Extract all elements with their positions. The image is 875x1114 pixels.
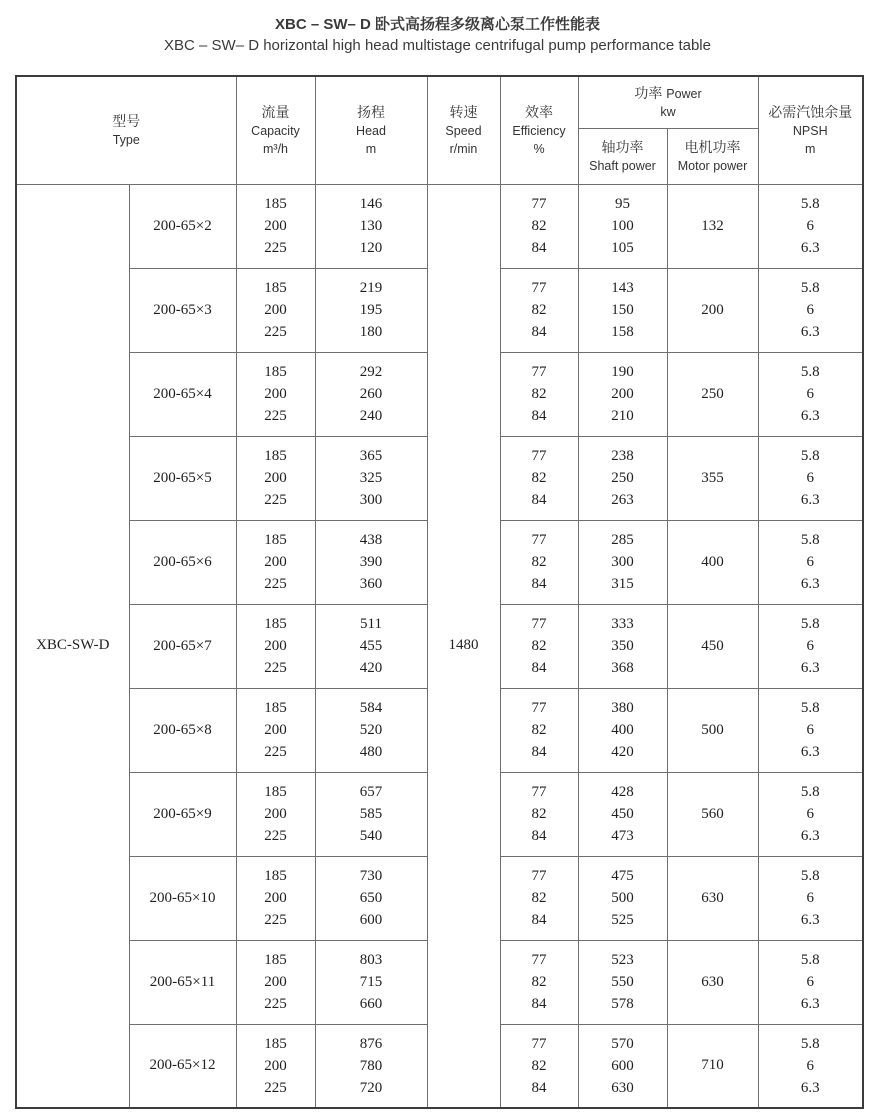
capacity-cell-value: 225 xyxy=(264,576,287,592)
header-shaft-power-cn: 轴功率 xyxy=(601,138,644,155)
head-cell-value: 260 xyxy=(359,386,383,402)
shaft-power-cell-value: 380 xyxy=(611,700,634,716)
efficiency-cell-value: 82 xyxy=(531,218,547,234)
motor-power-cell: 132 xyxy=(667,184,758,268)
model-cell: 200-65×10 xyxy=(129,856,236,940)
head-cell-value: 600 xyxy=(359,912,383,928)
npsh-cell-value: 5.8 xyxy=(800,196,820,212)
head-cell-value: 540 xyxy=(359,828,383,844)
head-cell-value: 876 xyxy=(359,1035,383,1052)
efficiency-cell xyxy=(500,688,578,772)
shaft-power-cell-value: 570 xyxy=(611,1035,634,1052)
efficiency-cell-value: 84 xyxy=(531,240,547,256)
capacity-cell-value: 200 xyxy=(264,1057,287,1074)
model-cell: 200-65×2 xyxy=(129,184,236,268)
shaft-power-cell xyxy=(578,604,667,688)
npsh-cell-value: 6 xyxy=(806,302,815,318)
head-cell-value: 780 xyxy=(359,1057,383,1074)
efficiency-cell-value: 82 xyxy=(531,470,547,486)
shaft-power-cell-value: 475 xyxy=(611,868,634,884)
header-model-en: Type xyxy=(112,132,140,147)
efficiency-cell xyxy=(500,1024,578,1108)
efficiency-cell xyxy=(500,772,578,856)
shaft-power-cell-value: 428 xyxy=(611,784,634,800)
capacity-cell-value: 200 xyxy=(264,554,287,570)
npsh-cell-value: 5.8 xyxy=(800,364,820,380)
capacity-cell-value: 200 xyxy=(264,722,287,738)
head-cell-value: 650 xyxy=(359,890,383,906)
npsh-cell-value: 6 xyxy=(806,890,815,906)
table-body xyxy=(16,184,863,1108)
header-model xyxy=(16,76,236,184)
shaft-power-cell-value: 368 xyxy=(611,660,634,676)
motor-power-cell: 450 xyxy=(667,604,758,688)
shaft-power-cell-value: 150 xyxy=(611,302,634,318)
npsh-cell xyxy=(758,604,863,688)
header-power xyxy=(578,76,758,128)
head-cell-value: 240 xyxy=(359,408,383,424)
head-cell-value: 511 xyxy=(360,616,382,632)
efficiency-cell-value: 84 xyxy=(531,576,547,592)
capacity-cell-value: 200 xyxy=(264,302,287,318)
capacity-cell xyxy=(236,604,315,688)
head-cell xyxy=(315,436,427,520)
npsh-cell xyxy=(758,268,863,352)
capacity-cell xyxy=(236,520,315,604)
capacity-cell-value: 200 xyxy=(264,806,287,822)
efficiency-cell xyxy=(500,856,578,940)
capacity-cell-value: 225 xyxy=(264,1079,287,1096)
efficiency-cell-value: 84 xyxy=(531,324,547,340)
efficiency-cell xyxy=(500,940,578,1024)
capacity-cell-value: 225 xyxy=(264,996,287,1012)
motor-power-cell: 560 xyxy=(667,772,758,856)
capacity-cell-value: 200 xyxy=(264,890,287,906)
npsh-cell-value: 6.3 xyxy=(800,576,820,592)
shaft-power-cell-value: 143 xyxy=(611,280,634,296)
head-cell-value: 480 xyxy=(359,744,383,760)
header-motor-power-cn: 电机功率 xyxy=(684,138,741,155)
efficiency-cell-value: 84 xyxy=(531,660,547,676)
head-cell-value: 180 xyxy=(359,324,383,340)
capacity-cell-value: 185 xyxy=(264,196,287,212)
speed-cell: 1480 xyxy=(427,184,500,1108)
capacity-cell xyxy=(236,184,315,268)
header-shaft-power xyxy=(578,128,667,184)
npsh-cell xyxy=(758,688,863,772)
head-cell xyxy=(315,856,427,940)
efficiency-cell-value: 82 xyxy=(531,722,547,738)
model-cell: 200-65×11 xyxy=(129,940,236,1024)
capacity-cell-value: 225 xyxy=(264,828,287,844)
header-efficiency xyxy=(500,76,578,184)
model-cell: 200-65×5 xyxy=(129,436,236,520)
header-npsh-cn: 必需汽蚀余量 xyxy=(768,103,853,120)
efficiency-cell xyxy=(500,268,578,352)
shaft-power-cell xyxy=(578,772,667,856)
efficiency-cell-value: 77 xyxy=(531,196,547,212)
head-cell-value: 438 xyxy=(359,532,383,548)
header-head-cn: 扬程 xyxy=(357,103,385,120)
header-motor-power-en: Motor power xyxy=(677,158,748,173)
head-cell xyxy=(315,688,427,772)
header-motor-power xyxy=(667,128,758,184)
header-speed-cn: 转速 xyxy=(449,103,478,120)
efficiency-cell-value: 82 xyxy=(531,302,547,318)
capacity-cell-value: 185 xyxy=(264,616,287,632)
efficiency-cell xyxy=(500,184,578,268)
head-cell-value: 660 xyxy=(359,996,383,1012)
capacity-cell-value: 185 xyxy=(264,1035,287,1052)
capacity-cell xyxy=(236,856,315,940)
efficiency-cell xyxy=(500,436,578,520)
performance-table xyxy=(15,75,864,1109)
head-cell-value: 146 xyxy=(359,196,383,212)
head-cell-value: 455 xyxy=(359,638,383,654)
model-cell: 200-65×6 xyxy=(129,520,236,604)
efficiency-cell xyxy=(500,520,578,604)
motor-power-cell: 630 xyxy=(667,940,758,1024)
npsh-cell xyxy=(758,856,863,940)
head-cell-value: 803 xyxy=(359,952,383,968)
model-cell: 200-65×3 xyxy=(129,268,236,352)
npsh-cell-value: 5.8 xyxy=(800,532,820,548)
shaft-power-cell xyxy=(578,856,667,940)
series-model-cell: XBC-SW-D xyxy=(16,184,129,1108)
capacity-cell-value: 225 xyxy=(264,240,287,256)
header-power-en: Power xyxy=(666,86,702,101)
motor-power-cell: 355 xyxy=(667,436,758,520)
shaft-power-cell-value: 300 xyxy=(611,554,634,570)
header-npsh xyxy=(758,76,863,184)
page-title-block xyxy=(0,0,875,56)
motor-power-cell: 400 xyxy=(667,520,758,604)
efficiency-cell-value: 84 xyxy=(531,828,547,844)
npsh-cell-value: 5.8 xyxy=(800,448,820,464)
motor-power-cell: 200 xyxy=(667,268,758,352)
model-cell: 200-65×9 xyxy=(129,772,236,856)
efficiency-cell-value: 84 xyxy=(531,492,547,508)
efficiency-cell-value: 77 xyxy=(531,616,547,632)
capacity-cell-value: 185 xyxy=(264,280,287,296)
npsh-cell xyxy=(758,940,863,1024)
npsh-cell-value: 6.3 xyxy=(800,912,820,928)
head-cell-value: 365 xyxy=(359,448,383,464)
shaft-power-cell-value: 250 xyxy=(611,470,634,486)
npsh-cell-value: 5.8 xyxy=(800,784,820,800)
efficiency-cell-value: 82 xyxy=(531,1057,547,1074)
npsh-cell-value: 6.3 xyxy=(800,1079,820,1096)
capacity-cell-value: 225 xyxy=(264,744,287,760)
capacity-cell xyxy=(236,436,315,520)
capacity-cell-value: 185 xyxy=(264,784,287,800)
header-npsh-unit: m xyxy=(805,141,816,156)
shaft-power-cell-value: 315 xyxy=(611,576,634,592)
shaft-power-cell-value: 263 xyxy=(611,492,634,508)
efficiency-cell-value: 82 xyxy=(531,974,547,990)
capacity-cell-value: 185 xyxy=(264,532,287,548)
efficiency-cell-value: 84 xyxy=(531,1079,547,1096)
efficiency-cell-value: 77 xyxy=(531,1035,547,1052)
npsh-cell-value: 6 xyxy=(806,218,815,234)
head-cell xyxy=(315,940,427,1024)
head-cell-value: 325 xyxy=(359,470,383,486)
header-shaft-power-en: Shaft power xyxy=(589,158,656,173)
header-efficiency-en: Efficiency xyxy=(512,123,566,138)
shaft-power-cell xyxy=(578,688,667,772)
header-capacity xyxy=(236,76,315,184)
header-head xyxy=(315,76,427,184)
head-cell xyxy=(315,604,427,688)
header-npsh-en: NPSH xyxy=(792,123,828,138)
npsh-cell-value: 6 xyxy=(806,554,815,570)
npsh-cell-value: 5.8 xyxy=(800,868,820,884)
capacity-cell-value: 185 xyxy=(264,700,287,716)
header-efficiency-unit: % xyxy=(533,141,545,156)
shaft-power-cell-value: 600 xyxy=(611,1057,634,1074)
shaft-power-cell-value: 550 xyxy=(611,974,634,990)
capacity-cell-value: 200 xyxy=(264,638,287,654)
model-cell: 200-65×4 xyxy=(129,352,236,436)
capacity-cell xyxy=(236,688,315,772)
capacity-cell xyxy=(236,352,315,436)
head-cell-value: 292 xyxy=(359,364,383,380)
shaft-power-cell-value: 578 xyxy=(611,996,634,1012)
npsh-cell-value: 6 xyxy=(806,806,815,822)
npsh-cell-value: 5.8 xyxy=(800,952,820,968)
efficiency-cell-value: 82 xyxy=(531,806,547,822)
shaft-power-cell xyxy=(578,184,667,268)
capacity-cell-value: 185 xyxy=(264,952,287,968)
shaft-power-cell xyxy=(578,1024,667,1108)
head-cell-value: 360 xyxy=(359,576,383,592)
motor-power-cell: 250 xyxy=(667,352,758,436)
npsh-cell-value: 5.8 xyxy=(800,616,820,632)
capacity-cell xyxy=(236,1024,315,1108)
model-cell: 200-65×8 xyxy=(129,688,236,772)
head-cell-value: 195 xyxy=(359,302,383,318)
header-speed xyxy=(427,76,500,184)
shaft-power-cell-value: 400 xyxy=(611,722,634,738)
capacity-cell xyxy=(236,772,315,856)
efficiency-cell-value: 77 xyxy=(531,448,547,464)
capacity-cell-value: 225 xyxy=(264,492,287,508)
capacity-cell-value: 200 xyxy=(264,218,287,234)
shaft-power-cell-value: 450 xyxy=(611,806,634,822)
efficiency-cell xyxy=(500,352,578,436)
shaft-power-cell-value: 525 xyxy=(611,912,634,928)
head-cell xyxy=(315,268,427,352)
efficiency-cell xyxy=(500,604,578,688)
npsh-cell-value: 6.3 xyxy=(800,408,820,424)
capacity-cell xyxy=(236,268,315,352)
shaft-power-cell xyxy=(578,268,667,352)
shaft-power-cell-value: 420 xyxy=(611,744,634,760)
capacity-cell-value: 200 xyxy=(264,470,287,486)
head-cell-value: 730 xyxy=(359,868,383,884)
efficiency-cell-value: 84 xyxy=(531,912,547,928)
head-cell xyxy=(315,1024,427,1108)
head-cell-value: 584 xyxy=(359,700,383,716)
head-cell-value: 420 xyxy=(359,660,383,676)
shaft-power-cell-value: 238 xyxy=(611,448,634,464)
header-power-label xyxy=(579,84,758,103)
capacity-cell-value: 225 xyxy=(264,912,287,928)
header-head-unit: m xyxy=(365,141,377,156)
head-cell-value: 130 xyxy=(359,218,383,234)
npsh-cell-value: 6 xyxy=(806,638,815,654)
capacity-cell-value: 185 xyxy=(264,868,287,884)
shaft-power-cell-value: 333 xyxy=(611,616,634,632)
shaft-power-cell xyxy=(578,352,667,436)
head-cell-value: 300 xyxy=(359,492,383,508)
npsh-cell-value: 6.3 xyxy=(800,744,820,760)
npsh-cell-value: 5.8 xyxy=(800,280,820,296)
head-cell-value: 120 xyxy=(359,240,383,256)
page-title-en: XBC – SW– D horizontal high head multistage centrifugal pump performance table xyxy=(164,37,711,54)
header-power-unit: kw xyxy=(660,104,676,119)
capacity-cell-value: 225 xyxy=(264,408,287,424)
head-cell-value: 720 xyxy=(359,1079,383,1096)
head-cell-value: 585 xyxy=(359,806,383,822)
efficiency-cell-value: 77 xyxy=(531,868,547,884)
npsh-cell xyxy=(758,184,863,268)
head-cell xyxy=(315,352,427,436)
page-title-cn: XBC – SW– D 卧式高扬程多级离心泵工作性能表 xyxy=(274,16,601,33)
shaft-power-cell-value: 200 xyxy=(611,386,634,402)
npsh-cell-value: 6 xyxy=(806,974,815,990)
shaft-power-cell-value: 190 xyxy=(611,364,634,380)
head-cell xyxy=(315,772,427,856)
efficiency-cell-value: 82 xyxy=(531,386,547,402)
npsh-cell xyxy=(758,520,863,604)
shaft-power-cell xyxy=(578,520,667,604)
efficiency-cell-value: 77 xyxy=(531,280,547,296)
head-cell xyxy=(315,184,427,268)
header-speed-en: Speed xyxy=(445,123,482,138)
header-capacity-en: Capacity xyxy=(251,123,300,138)
npsh-cell xyxy=(758,772,863,856)
capacity-cell-value: 200 xyxy=(264,974,287,990)
head-cell-value: 520 xyxy=(359,722,383,738)
table-row-200-65×2 xyxy=(16,184,863,268)
npsh-cell-value: 6 xyxy=(806,1057,815,1074)
npsh-cell-value: 6.3 xyxy=(800,324,820,340)
shaft-power-cell-value: 630 xyxy=(611,1079,634,1096)
shaft-power-cell xyxy=(578,436,667,520)
efficiency-cell-value: 82 xyxy=(531,638,547,654)
model-cell: 200-65×12 xyxy=(129,1024,236,1108)
header-capacity-unit: m³/h xyxy=(263,141,288,156)
header-efficiency-cn: 效率 xyxy=(525,103,553,120)
npsh-cell-value: 6 xyxy=(806,470,815,486)
shaft-power-cell-value: 95 xyxy=(615,196,630,212)
shaft-power-cell-value: 350 xyxy=(611,638,634,654)
npsh-cell-value: 6.3 xyxy=(800,828,820,844)
shaft-power-cell xyxy=(578,940,667,1024)
capacity-cell-value: 185 xyxy=(264,364,287,380)
head-cell-value: 715 xyxy=(359,974,383,990)
npsh-cell xyxy=(758,436,863,520)
header-power-cn: 功率 xyxy=(634,84,663,101)
npsh-cell xyxy=(758,1024,863,1108)
npsh-cell-value: 5.8 xyxy=(800,700,820,716)
capacity-cell-value: 185 xyxy=(264,448,287,464)
efficiency-cell-value: 77 xyxy=(531,784,547,800)
head-cell-value: 390 xyxy=(359,554,383,570)
efficiency-cell-value: 77 xyxy=(531,952,547,968)
shaft-power-cell-value: 285 xyxy=(611,532,634,548)
shaft-power-cell-value: 105 xyxy=(611,240,634,256)
model-cell: 200-65×7 xyxy=(129,604,236,688)
shaft-power-cell-value: 473 xyxy=(611,828,634,844)
head-cell-value: 657 xyxy=(359,784,383,800)
shaft-power-cell-value: 500 xyxy=(611,890,634,906)
efficiency-cell-value: 77 xyxy=(531,364,547,380)
motor-power-cell: 710 xyxy=(667,1024,758,1108)
header-speed-unit: r/min xyxy=(449,141,478,156)
header-head-en: Head xyxy=(356,123,386,138)
efficiency-cell-value: 82 xyxy=(531,890,547,906)
efficiency-cell-value: 84 xyxy=(531,744,547,760)
npsh-cell-value: 6.3 xyxy=(800,996,820,1012)
shaft-power-cell-value: 523 xyxy=(611,952,634,968)
efficiency-cell-value: 77 xyxy=(531,700,547,716)
shaft-power-cell-value: 100 xyxy=(611,218,634,234)
motor-power-cell: 630 xyxy=(667,856,758,940)
capacity-cell xyxy=(236,940,315,1024)
npsh-cell-value: 6.3 xyxy=(800,240,820,256)
npsh-cell-value: 5.8 xyxy=(800,1035,820,1052)
motor-power-cell: 500 xyxy=(667,688,758,772)
efficiency-cell-value: 84 xyxy=(531,996,547,1012)
npsh-cell-value: 6 xyxy=(806,722,815,738)
efficiency-cell-value: 84 xyxy=(531,408,547,424)
capacity-cell-value: 200 xyxy=(264,386,287,402)
efficiency-cell-value: 77 xyxy=(531,532,547,548)
shaft-power-cell-value: 210 xyxy=(611,408,634,424)
header-capacity-cn: 流量 xyxy=(261,103,290,120)
head-cell xyxy=(315,520,427,604)
npsh-cell-value: 6 xyxy=(806,386,815,402)
capacity-cell-value: 225 xyxy=(264,324,287,340)
header-model-cn: 型号 xyxy=(112,112,141,129)
head-cell-value: 219 xyxy=(359,280,383,296)
npsh-cell-value: 6.3 xyxy=(800,660,820,676)
npsh-cell xyxy=(758,352,863,436)
npsh-cell-value: 6.3 xyxy=(800,492,820,508)
capacity-cell-value: 225 xyxy=(264,660,287,676)
shaft-power-cell-value: 158 xyxy=(611,324,634,340)
efficiency-cell-value: 82 xyxy=(531,554,547,570)
